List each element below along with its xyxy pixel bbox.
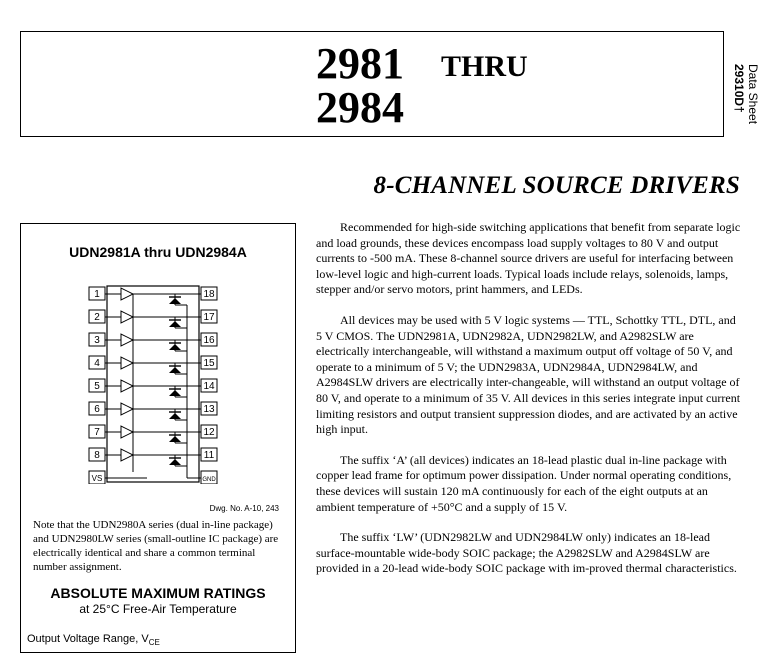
- pin-label-left: VS: [91, 474, 103, 483]
- pin-label-left: 4: [94, 358, 100, 369]
- pin-label-left: 3: [94, 335, 100, 346]
- paragraph-2: All devices may be used with 5 V logic systems — TTL, Schottky TTL, DTL, and 5 V CMOS. The UDN2981A, UDN2982A, UDN2982LW, and A2982SLW are electrically interchangeable, will withstand a maximum output off voltage of 50 V, and operate to a minimum of 5 V; the UDN2983A, UDN2984A, UDN2984LW, and A2984SLW drivers are electrically inter-changeable, will withstand an output voltage of 80 V, and operate to a minimum of 35 V. All devices in this series integrate input current limiting resistors and output transient suppression diodes, and are activated by an active high input.: [316, 312, 741, 437]
- pin-label-right: 18: [203, 289, 215, 300]
- side-label-line1: Data Sheet: [746, 64, 760, 125]
- diode-symbol: [169, 413, 181, 419]
- pinout-title: UDN2981A thru UDN2984A: [69, 244, 247, 260]
- output-voltage-row: [27, 633, 160, 647]
- pin-label-left: 7: [94, 427, 100, 438]
- part-number-last: 2984: [316, 83, 404, 132]
- pin-label-left: 6: [94, 404, 100, 415]
- driver-triangle: [121, 334, 133, 346]
- diode-symbol: [169, 436, 181, 442]
- side-label-line2: 29310D†: [732, 64, 746, 113]
- diode-symbol: [169, 321, 181, 327]
- paragraph-1: Recommended for high-side switching applications that benefit from separate logic and load grounds, these devices encompass load supply voltages to 80 V and output currents to -500 mA. These 8-channel source drivers are useful for interfacing between low-level logic and high-current loads. Typical loads include relays, solenoids, lamps, stepper and/or servo motors, print hammers, and LEDs.: [316, 220, 741, 297]
- data-sheet-side-label: [732, 64, 760, 140]
- pin-label-left: 8: [94, 450, 100, 461]
- paragraph-3: The suffix ‘A’ (all devices) indicates an 18-lead plastic dual in-line package with copper lead frame for optimum power dissipation. Under normal operating conditions, these devices will sustain 120 mA continuously for each of the eight outputs at an ambient temperature of +50°C and a supply of 15 V.: [316, 452, 732, 514]
- document-heading: 8-CHANNEL SOURCE DRIVERS: [373, 172, 740, 199]
- driver-triangle: [121, 449, 133, 461]
- title-box: [20, 31, 724, 137]
- driver-triangle: [121, 311, 133, 323]
- pin-label-right: 17: [203, 312, 215, 323]
- pin-label-left: 5: [94, 381, 100, 392]
- pin-label-left: 2: [94, 312, 100, 323]
- pin-label-right: 15: [203, 358, 215, 369]
- pin-label-right: GND: [202, 477, 216, 483]
- spec-box: [20, 223, 296, 653]
- paragraph-4: The suffix ‘LW’ (UDN2982LW and UDN2984LW only) indicates an 18-lead surface-mountable wide-body SOIC package; the A2982SLW and A2984SLW are provided in a 20-lead wide-body SOIC package with im-proved thermal characteristics.: [316, 530, 737, 576]
- pin-label-left: 1: [94, 289, 100, 300]
- diode-symbol: [169, 367, 181, 373]
- drawing-number: Dwg. No. A-10, 243: [209, 504, 279, 513]
- pin-label-right: 14: [203, 381, 215, 392]
- abs-max-subtitle: at 25°C Free-Air Temperature: [79, 602, 237, 616]
- pin-label-right: 16: [203, 335, 215, 346]
- part-number-first: 2981: [316, 39, 404, 88]
- driver-triangle: [121, 288, 133, 300]
- pin-label-right: 13: [203, 404, 215, 415]
- abs-max-title: ABSOLUTE MAXIMUM RATINGS: [50, 585, 266, 601]
- pinout-diagram: [87, 284, 219, 484]
- package-note: Note that the UDN2980A series (dual in-line package) and UDN2980LW series (small-outline IC package) are electrically identical and share a common terminal number assignment.: [33, 519, 279, 573]
- description-column: [316, 220, 742, 592]
- thru-label: THRU: [441, 50, 528, 83]
- output-voltage-subscript: CE: [148, 638, 160, 648]
- output-voltage-label: Output Voltage Range, V: [27, 633, 149, 645]
- diode-symbol: [169, 390, 181, 396]
- driver-triangle: [121, 426, 133, 438]
- pin-label-right: 11: [203, 450, 215, 461]
- driver-triangle: [121, 380, 133, 392]
- driver-triangle: [121, 357, 133, 369]
- diode-symbol: [169, 298, 181, 304]
- diode-symbol: [169, 344, 181, 350]
- diode-symbol: [169, 459, 181, 465]
- pin-label-right: 12: [203, 427, 215, 438]
- driver-triangle: [121, 403, 133, 415]
